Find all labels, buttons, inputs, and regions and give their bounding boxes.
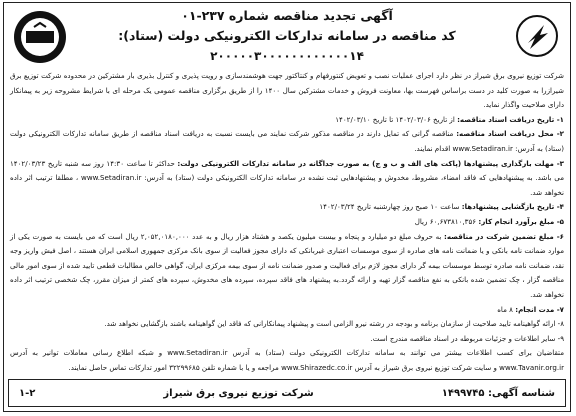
item-2: [10, 127, 564, 156]
notice-id: شناسه آگهی: ۱۴۹۹۷۴۵: [441, 387, 555, 399]
tuv-nord-seal-icon: [12, 9, 68, 65]
item-5: [10, 215, 564, 230]
item-9: [10, 332, 564, 347]
item-8-text: ۸- ارائه گواهینامه تایید صلاحیت از سازمان برنامه و بودجه در رشته نیرو الزامی است و پیشنهاد پیمانکارانی که فاقد این گواهینامه باشند بازگشایی نخواهد شد.: [104, 319, 564, 329]
item-2-label: ۲- محل دریافت اسناد مناقصه:: [456, 129, 564, 139]
notice-title: آگهی تجدید مناقصه شماره ۲۳۷-۰۱: [181, 8, 393, 23]
item-7: [10, 303, 564, 318]
item-3: [10, 157, 564, 201]
item-9-text: ۹- سایر اطلاعات و جزئیات مربوطه در اسناد مناقصه مندرج است.: [370, 333, 564, 343]
item-6-label: ۶- مبلغ تضمین شرکت در مناقصه:: [444, 231, 564, 241]
item-6: [10, 230, 564, 303]
item-3-label: ۳- مهلت بارگذاری پیشنهادها (پاکت های الف و ب و ج) به صورت جداگانه در سامانه تدارکات الکترونیکی دولت:: [177, 158, 564, 168]
item-7-text: ۸ ماه: [497, 304, 513, 314]
title-block: [76, 6, 498, 66]
item-2-text: مناقصه گرانی که تمایل دارند در مناقصه مذکور شرکت نمایند می بایست نسبت به دریافت اسناد مناقصه از طریق سامانه تدارکات الکترونیکی دولت (ستاد) به آدرس: www.Setadiran.ir اقدام نمایند.: [10, 129, 564, 153]
item-1-label: ۱- تاریخ دریافت اسناد مناقصه:: [457, 114, 564, 124]
item-1: [10, 113, 564, 128]
item-6-text: به حروف مبلغ دو میلیارد و پنجاه و بیست میلیون یکصد و هشتاد هزار ریال و به عدد ۲,۰۵۲,۰۱۸۰,۰۰۰ ریال است که می بایست به صورت یکی از موارد ضمانت نامه بانکی و یا ضمانت نامه های صادره از سوی موسسات اعتباری غیربانکی که دارای مجوز فعالیت از سوی بانک مرکزی جمهوری اسلامی ایران هستند ، اصل فیش واریز وجه نقد، ضمانت نامه صادره توسط موسسات بیمه گر دارای مجوز لازم برای فعالیت و صدور ضمانت نامه از سوی بیمه مرکزی ایران، گواهی خالص مطالبات قطعی تایید شده از سوی امور مالی مناقصه گزار ، چک تضمین شده بانکی به نفع مناقصه گزار تهیه و ارائه گردد.به پیشنهاد های فاقد سپرده، سپرده های مخدوش، سپرده های کمتر از میزان مقرر، چک شخصی ترتیب اثر داده نخواهد شد.: [10, 231, 564, 299]
item-1-text: از تاریخ ۱۴۰۲/۰۳/۰۶ تا تاریخ ۱۴۰۲/۰۳/۱۰: [335, 114, 455, 124]
tender-code-label: کد مناقصه در سامانه تدارکات الکترونیکی دولت (ستاد):: [118, 28, 456, 43]
item-5-text: ۶۰,۶۷۳۸۱۰,۳۵۶ ریال: [414, 216, 477, 226]
item-8: [10, 317, 564, 332]
tender-notice: [3, 2, 571, 412]
item-4-text: ساعت ۱۰ صبح روز چهارشنبه تاریخ ۱۴۰۲/۰۳/۲۴: [319, 202, 460, 212]
lightning-logo-icon: [514, 13, 560, 59]
company-name: شرکت توزیع نیروی برق شیراز: [163, 387, 314, 399]
edition-number: ۱-۲: [19, 387, 36, 399]
closing-paragraph: متقاضیان برای کسب اطلاعات بیشتر می توانند به سامانه تدارکات الکترونیکی دولت (ستاد) به آدرس www.Setadiran.ir و شبکه اطلاع رسانی معاملات توانیر به آدرس www.Tavanir.org.ir و سایت شرکت توزیع نیروی برق شیراز به آدرس www.Shirazedc.co.ir مراجعه و یا با شماره تلفن ۳۲۲۹۹۶۸۵ امور تدارکات تماس حاصل نمایند.: [10, 348, 564, 372]
intro-paragraph: شرکت توزیع نیروی برق شیراز در نظر دارد اجرای عملیات نصب و تعویض کنتورفهام و کنتاکتور جهت هوشمندسازی و رویت پذیری و کنترل بذیری بار مشترکین در محدوده شرکت توزیع برق شیرازرا به صورت کلید در دست براساس فهرست بها، معاونت فروش و خدمات مشترکین سال ۱۴۰۰ را از طریق برگزاری مناقصه عمومی یک مرحله ای با شرایط مشروحه زیر به پیمانکار دارای صلاحیت واگذار نماید.: [10, 71, 565, 110]
notice-body: [4, 69, 570, 375]
item-7-label: ۷- مدت انجام:: [515, 304, 564, 314]
item-3-text: حداکثر تا ساعت ۱۴:۳۰ روز سه شنبه تاریخ ۱۴۰۲/۰۳/۲۳ می باشد. به پیشنهادهایی که فاقد امضاء، مشروط، مخدوش و پیشنهادهایی ثبت نشده در سامانه تدارکات الکترونیکی دولت (ستاد) به آدرس: www.Setadiran.ir ، مطلقا ترتیب اثر داده نخواهد شد.: [10, 158, 564, 197]
notice-header: [4, 3, 570, 69]
item-4-label: ۴- تاریخ بازگشایی پیشنهادها:: [461, 202, 564, 212]
tender-code: ۲۰۰۰۰۰۳۰۰۰۰۰۰۰۰۰۰۰۰۱۴: [210, 49, 364, 63]
notice-footer: [8, 379, 566, 407]
item-4: [10, 200, 564, 215]
item-5-label: ۵- مبلغ برآورد انجام کار:: [478, 216, 564, 226]
